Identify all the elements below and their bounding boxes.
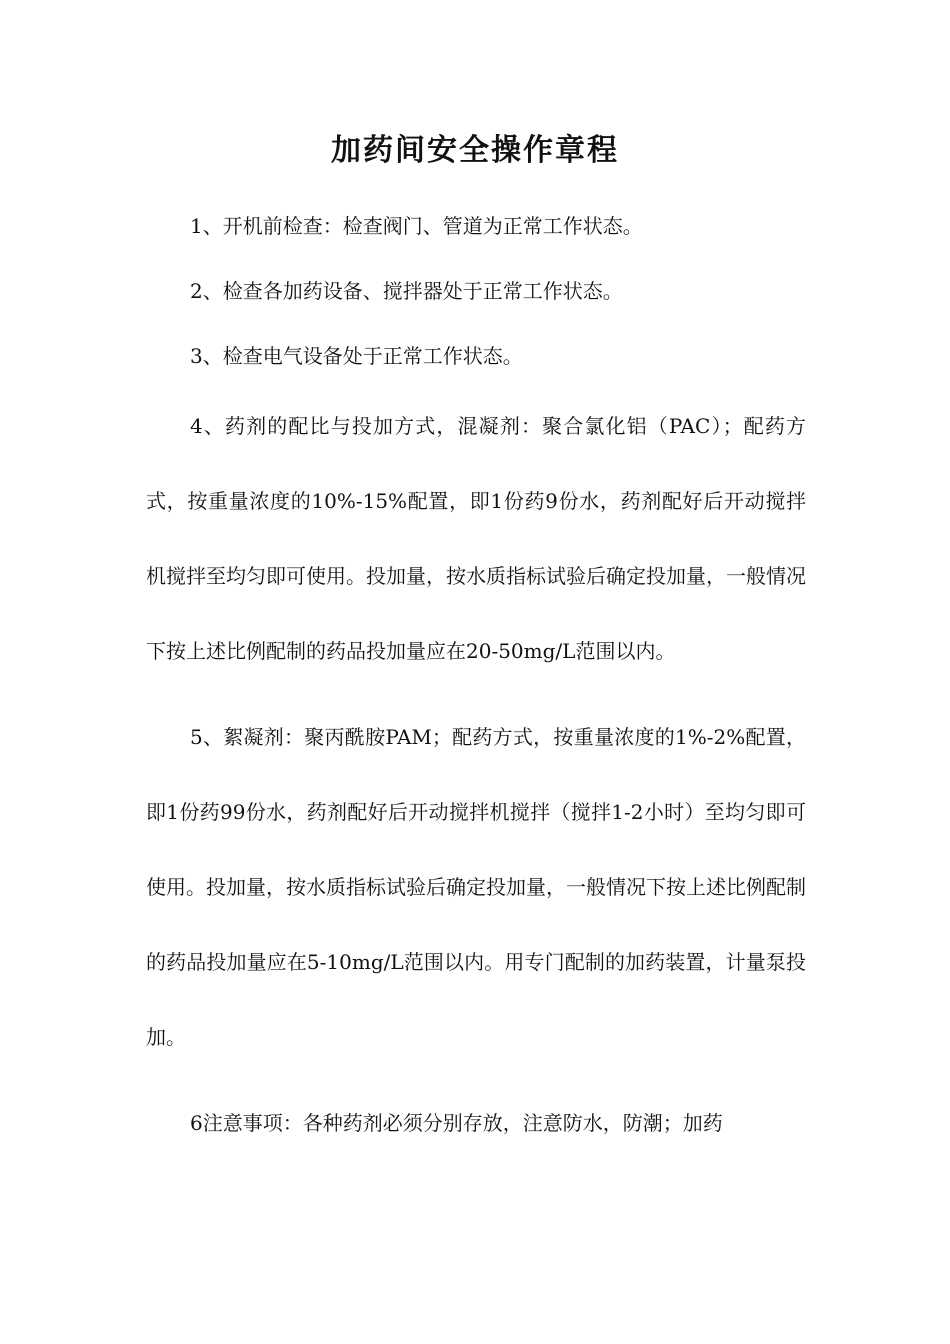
document-title: 加药间安全操作章程 xyxy=(331,133,619,168)
paragraph-3: 3、检查电气设备处于正常工作状态。 xyxy=(190,344,523,368)
paragraph-1: 1、开机前检查：检查阀门、管道为正常工作状态。 xyxy=(190,214,643,238)
paragraph-4: 4、药剂的配比与投加方式，混凝剂：聚合氯化铝（PAC）；配药方式，按重量浓度的10%-15%配置，即1份药9份水，药剂配好后开动搅拌机搅拌至均匀即可使用。投加量，按水质指标试验后确定投加量，一般情况下按上述比例配制的药品投加量应在20-50mg/L范围以内。 xyxy=(146,414,806,663)
paragraph-6: 6注意事项：各种药剂必须分别存放，注意防水，防潮；加药 xyxy=(190,1111,723,1135)
paragraph-5: 5、絮凝剂：聚丙酰胺PAM；配药方式，按重量浓度的1%-2%配置，即1份药99份水，药剂配好后开动搅拌机搅拌（搅拌1-2小时）至均匀即可使用。投加量，按水质指标试验后确定投加量，一般情况下按上述比例配制的药品投加量应在5-10mg/L范围以内。用专门配制的加药装置，计量泵投加。 xyxy=(146,725,806,1049)
document-body xyxy=(146,194,806,1172)
paragraph-2: 2、检查各加药设备、搅拌器处于正常工作状态。 xyxy=(190,279,623,303)
